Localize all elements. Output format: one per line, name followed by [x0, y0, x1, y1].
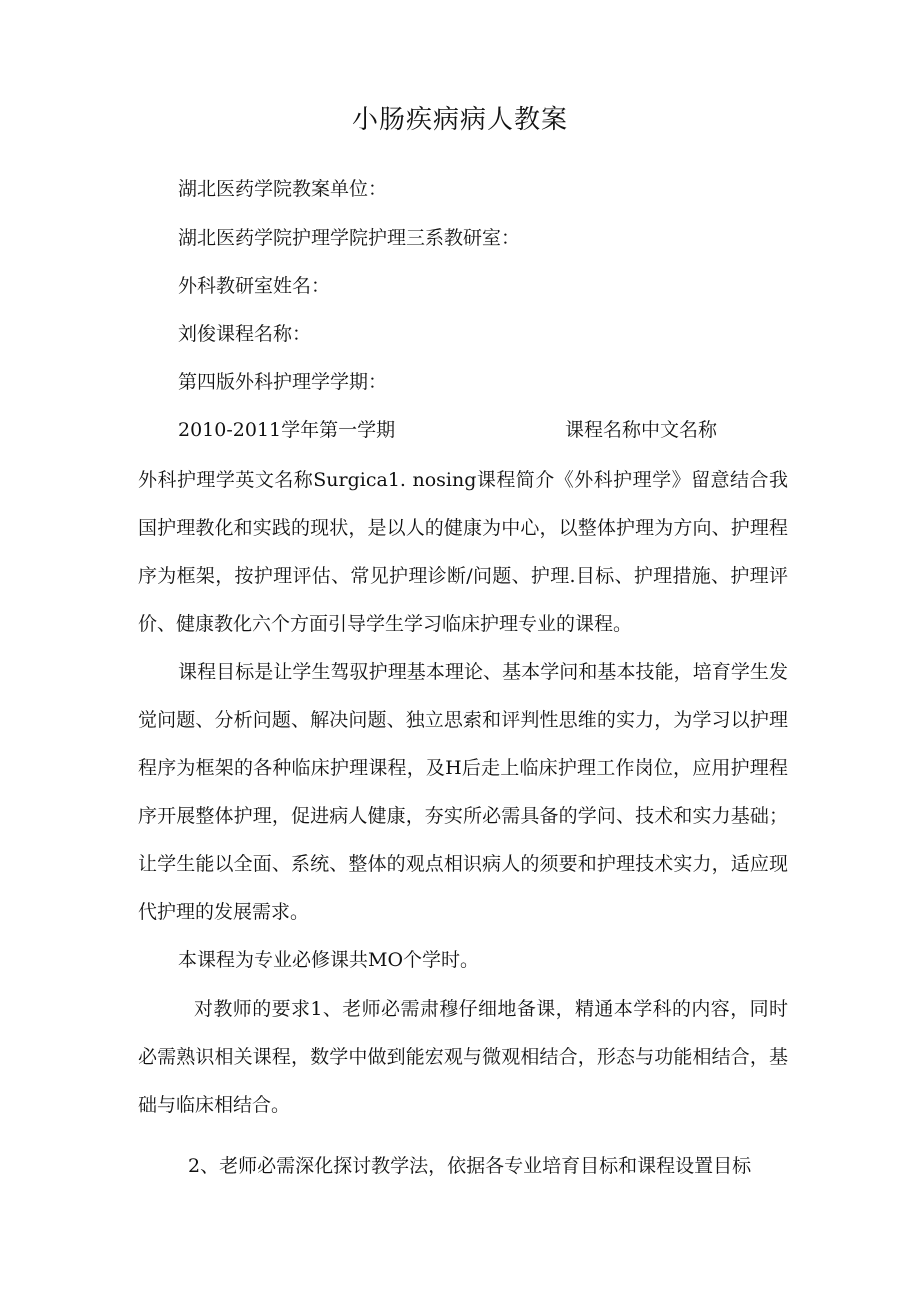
document-title: 小肠疾病病人教案: [351, 105, 568, 135]
hours-line: 本课程为专业必修课共MO个学时。: [178, 949, 480, 971]
info-line-department: 湖北医药学院护理学院护理三系教研室：: [178, 227, 521, 249]
info-line-unit: 湖北医药学院教案单位：: [178, 178, 388, 200]
intro-paragraph: 外科护理学英文名称Surgica1. nosing课程简介《外科护理学》留意结合我国护理教化和实践的现状，是以人的健康为中心，以整体护理为方向、护理程序为框架，按护理评估、常见护理诊断/问题、护理.目标、护理措施、护理评价、健康教化六个方面引导学生学习临床护理专业的课程。: [138, 469, 788, 635]
term-line-left: 2010-2011学年第一学期: [178, 419, 396, 441]
info-line-term: 第四版外科护理学学期：: [178, 371, 388, 393]
goal-paragraph: 课程目标是让学生驾驭护理基本理论、基本学问和基本技能，培育学生发觉问题、分析问题、解决问题、独立思索和评判性思维的实力，为学习以护理程序为框架的各种临床护理课程，及H后走上临床护理工作岗位，应用护理程序开展整体护理，促进病人健康，夯实所必需具备的学问、技术和实力基础；让学生能以全面、系统、整体的观点相识病人的须要和护理技术实力，适应现代护理的发展需求。: [138, 661, 788, 923]
requirement-paragraph: 对教师的要求1、老师必需肃穆仔细地备课，精通本学科的内容，同时必需熟识相关课程，数学中做到能宏观与微观相结合，形态与功能相结合，基础与临床相结合。: [138, 998, 788, 1116]
info-line-course-name: 刘俊课程名称：: [178, 323, 312, 345]
requirement-2-line: 2、老师必需深化探讨教学法，依据各专业培育目标和课程设置目标: [188, 1155, 752, 1177]
term-line-right: 课程名称中文名称: [565, 419, 718, 441]
info-line-name: 外科教研室姓名：: [178, 275, 331, 297]
